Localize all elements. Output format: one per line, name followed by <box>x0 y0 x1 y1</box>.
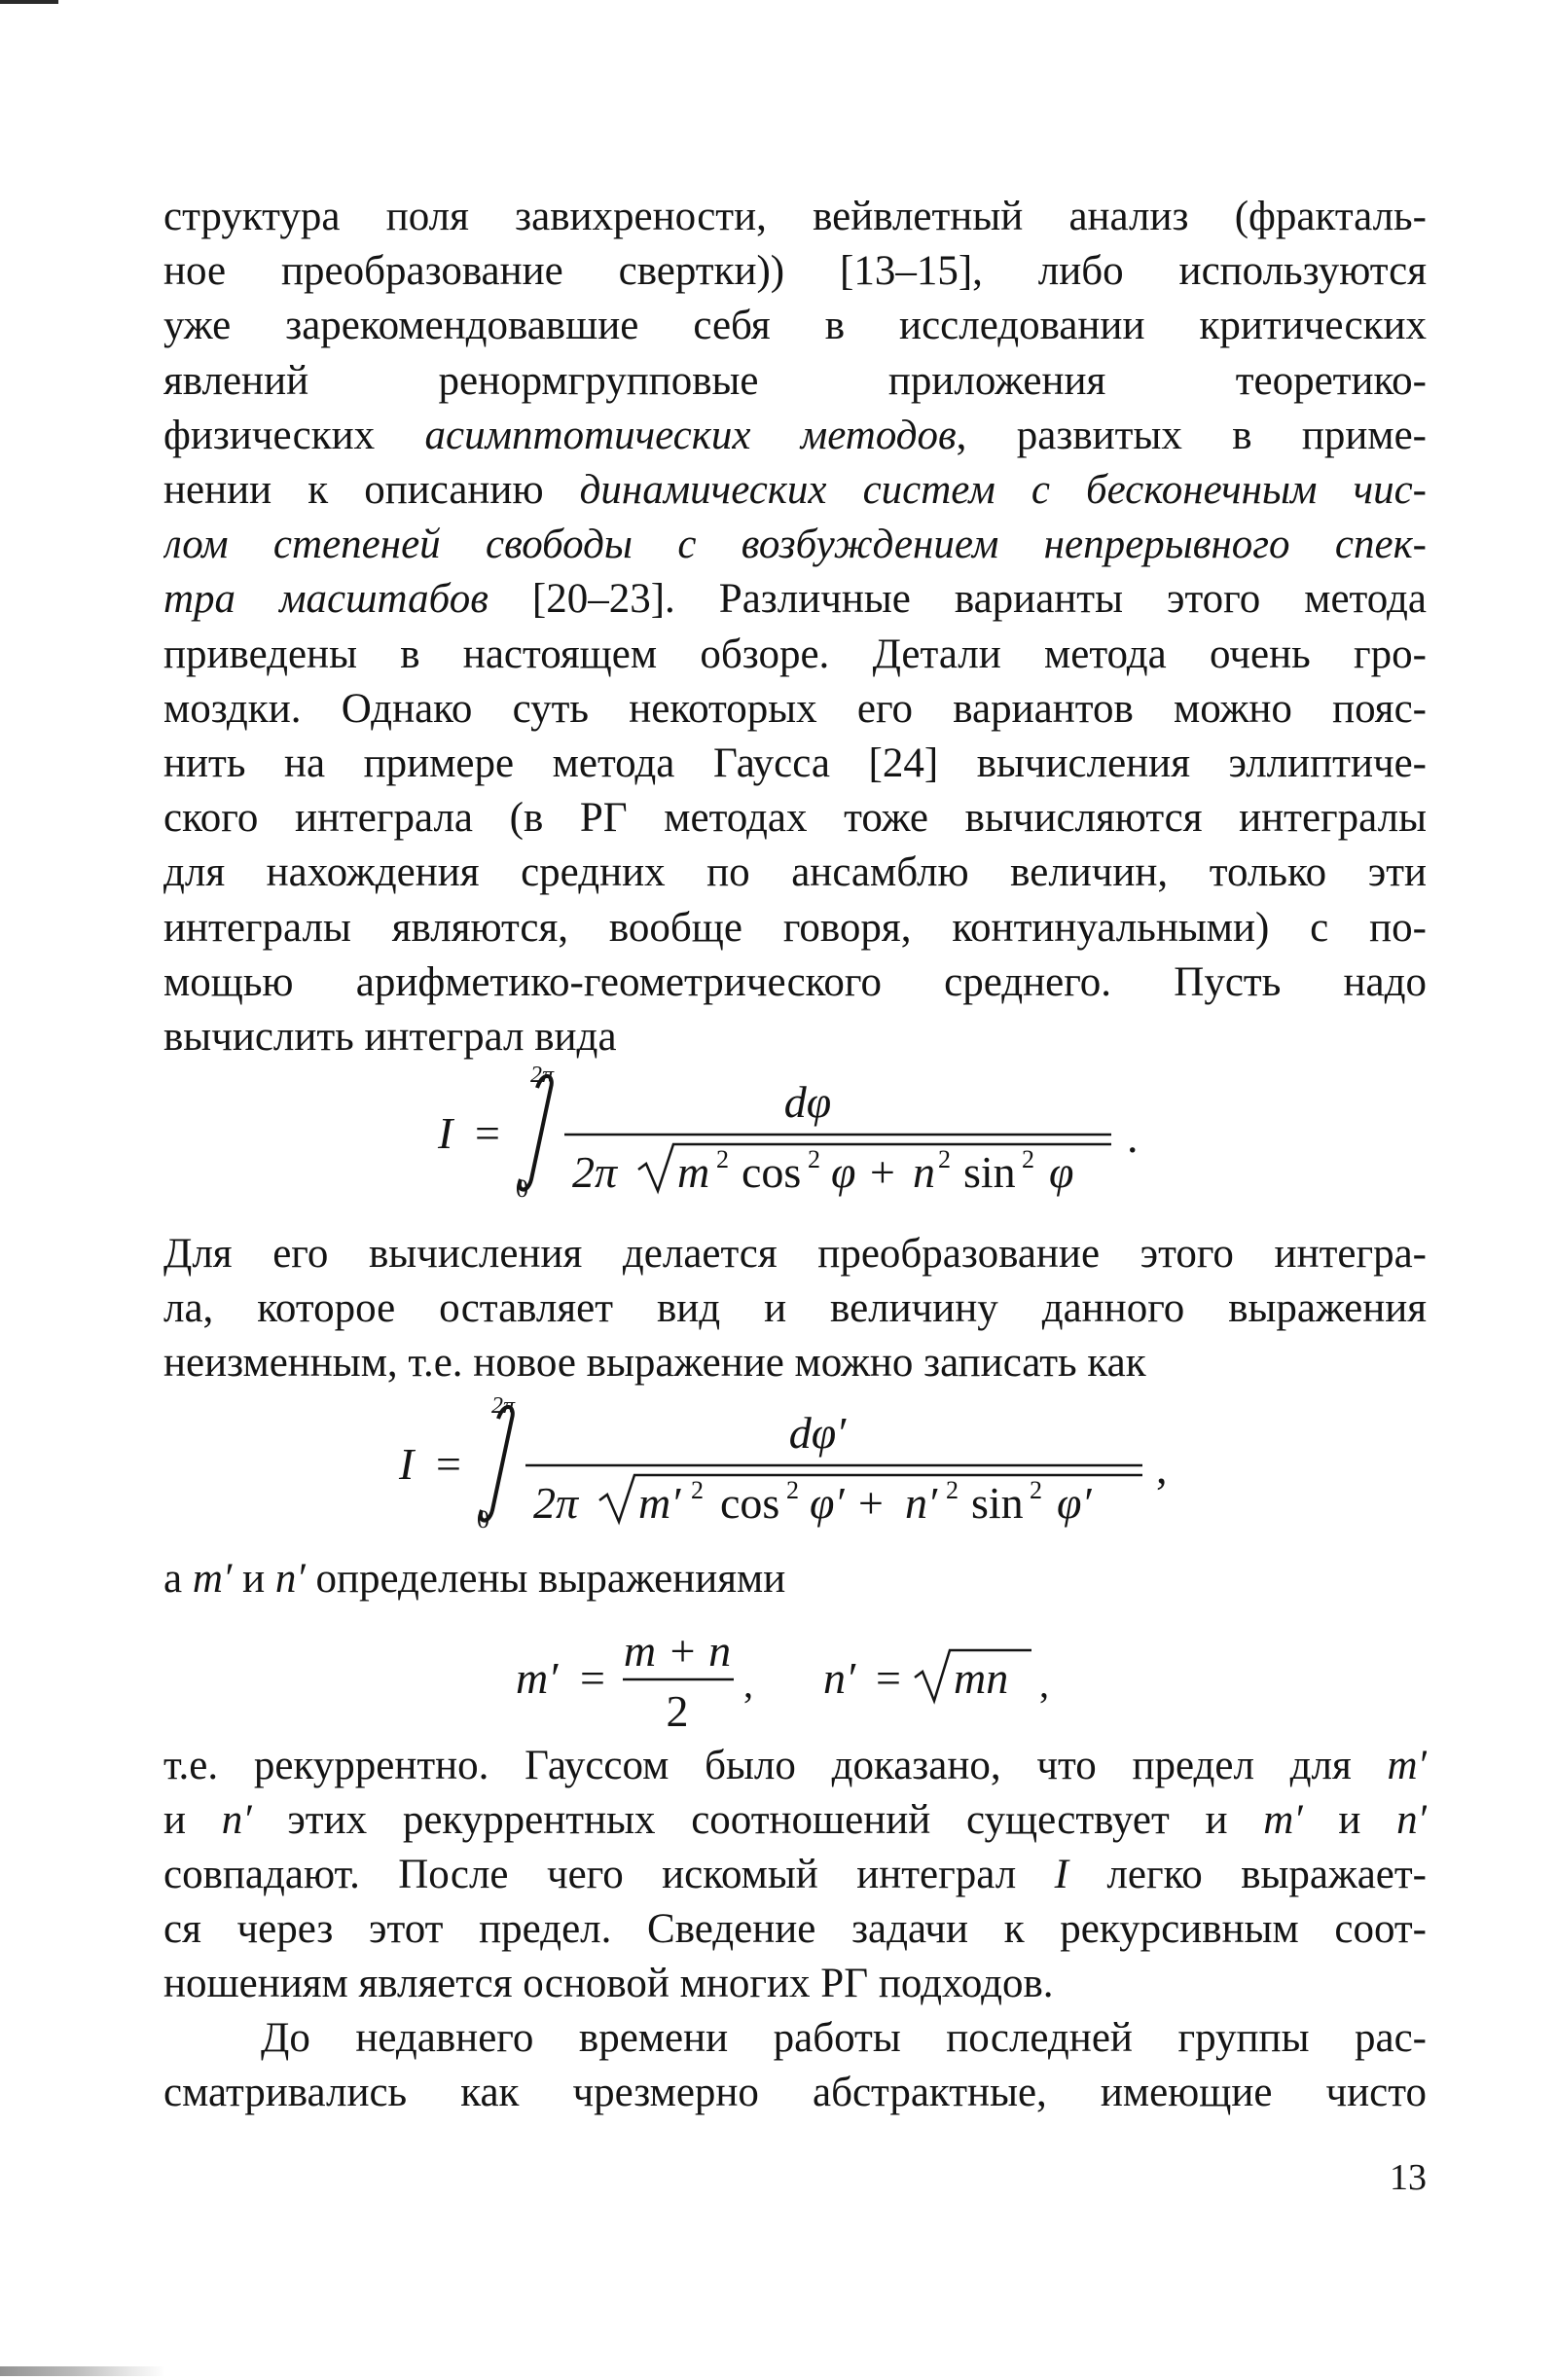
text-run: Для его вычисления делается преобразование этого интегра- <box>163 1231 1427 1277</box>
text-n-prime: n′ <box>274 1556 306 1602</box>
transform-line <box>163 1228 1427 1282</box>
text-run: для нахождения средних по ансамблю величин, только эти <box>163 849 1427 896</box>
formula-integral-2 <box>389 1391 1207 1542</box>
conclusion-line <box>163 1740 1427 1794</box>
f1-upper-limit: 2π <box>530 1063 555 1088</box>
f1-integral-sign <box>520 1076 552 1190</box>
text-run: сматривались как чрезмерно абстрактные, имеющие чисто <box>163 2070 1427 2115</box>
f3-comma-2: , <box>1039 1662 1049 1706</box>
text-run: ского интеграла (в РГ методах тоже вычисляются интегралы <box>163 795 1427 842</box>
f1-den-exp1: 2 <box>716 1145 729 1173</box>
formula-recurrence <box>506 1615 1109 1747</box>
intro-line <box>163 738 1427 792</box>
conclusion-line <box>163 1794 1427 1849</box>
f2-den-exp4: 2 <box>1030 1476 1042 1504</box>
conclusion-line <box>163 1958 1427 2012</box>
text-run: т.е. рекуррентно. Гауссом было доказано, что предел для <box>163 1743 1388 1788</box>
f1-numerator: dφ <box>783 1077 832 1127</box>
text-run: [20–23]. Различные варианты этого метода <box>488 576 1427 623</box>
text-run: тра масштабов <box>163 576 489 623</box>
text-run: m′ <box>1387 1743 1427 1788</box>
transform-line <box>163 1282 1427 1337</box>
scan-edge-mark-bottom <box>0 2366 165 2376</box>
formula-1-svg <box>428 1061 1168 1207</box>
formula-3-svg <box>506 1615 1109 1742</box>
scan-edge-mark <box>0 0 58 4</box>
f3-root-content: mn <box>954 1653 1009 1703</box>
conclusion-line <box>163 1903 1427 1958</box>
conclusion-line <box>163 2067 1427 2121</box>
f2-den-2pi: 2π <box>533 1478 579 1528</box>
text-run: n′ <box>221 1797 252 1843</box>
text-defined-rest: определены выражениями <box>305 1556 786 1602</box>
intro-line <box>163 464 1427 519</box>
text-run: асимптотических методов <box>424 412 957 458</box>
text-run: ное преобразование свертки)) [13–15], либо используются <box>163 248 1427 295</box>
f2-den-m: m′ <box>638 1478 681 1528</box>
text-run: физических <box>163 412 425 458</box>
f1-den-m: m <box>677 1147 710 1197</box>
text-run: До недавнего времени работы последней группы рас- <box>261 2015 1427 2061</box>
f2-den-cos: cos <box>720 1478 780 1528</box>
f3-denominator: 2 <box>666 1686 689 1736</box>
f2-equals: = <box>436 1439 461 1489</box>
f3-numerator: m + n <box>623 1626 732 1676</box>
f2-lhs: I <box>399 1439 415 1489</box>
f2-trailing-comma: , <box>1156 1443 1168 1493</box>
intro-line <box>163 300 1427 354</box>
f1-den-exp4: 2 <box>1022 1145 1034 1173</box>
f1-den-n: n <box>913 1147 935 1197</box>
f2-lower-limit: 0 <box>477 1505 489 1533</box>
conclusion-line <box>163 1849 1427 1903</box>
formula-2-svg <box>389 1391 1207 1537</box>
f2-integral-sign <box>481 1407 513 1521</box>
transform-line <box>163 1337 1427 1391</box>
text-run: этих рекуррентных соотношений существует и <box>251 1797 1264 1843</box>
intro-line <box>163 847 1427 901</box>
text-run: I <box>1054 1852 1068 1897</box>
text-run: структура поля завихрености, вейвлетный анализ (фракталь- <box>163 194 1427 239</box>
text-run: динамических систем с бесконечным чис- <box>579 467 1427 513</box>
intro-line <box>163 683 1427 738</box>
intro-line <box>163 245 1427 300</box>
text-run: лом степеней свободы с возбуждением непрерывного спек- <box>163 522 1427 568</box>
text-run: явлений ренормгрупповые приложения теоретико- <box>163 357 1427 404</box>
f3-comma-1: , <box>743 1662 753 1706</box>
f1-lower-limit: 0 <box>516 1174 528 1203</box>
f1-trailing-dot: . <box>1127 1112 1139 1162</box>
intro-line <box>163 410 1427 464</box>
text-run: нить на примере метода Гаусса [24] вычисления эллиптиче- <box>163 740 1427 786</box>
f3-equals-1: = <box>580 1653 605 1703</box>
text-run: неизменным, т.е. новое выражение можно записать как <box>163 1340 1146 1386</box>
f2-den-exp2: 2 <box>786 1476 799 1504</box>
intro-line <box>163 629 1427 683</box>
f3-m-prime: m′ <box>516 1653 559 1703</box>
f3-n-prime: n′ <box>823 1653 856 1703</box>
intro-line <box>163 573 1427 628</box>
f1-lhs: I <box>438 1108 453 1158</box>
f2-upper-limit: 2π <box>491 1393 516 1419</box>
text-run: n′ <box>1396 1797 1427 1843</box>
intro-line <box>163 519 1427 573</box>
text-run: и <box>163 1797 222 1843</box>
f1-den-exp2: 2 <box>808 1145 820 1173</box>
f1-den-2pi: 2π <box>572 1147 618 1197</box>
f2-den-phi1: φ′ + <box>810 1478 887 1528</box>
conclusion-line <box>261 2012 1427 2067</box>
text-m-prime: m′ <box>192 1556 233 1602</box>
f2-den-sin: sin <box>971 1478 1024 1528</box>
f1-den-cos: cos <box>742 1147 802 1197</box>
page-number: 13 <box>1390 2157 1427 2198</box>
intro-line <box>163 191 1427 245</box>
f1-den-exp3: 2 <box>938 1145 951 1173</box>
f2-den-n: n′ <box>905 1478 938 1528</box>
text-run: нении к описанию <box>163 467 580 513</box>
formula-integral-1 <box>428 1061 1168 1211</box>
text-run: мощью арифметико-геометрического среднего. Пусть надо <box>163 958 1427 1005</box>
text-run: вычислить интеграл вида <box>163 1014 617 1060</box>
f2-den-exp3: 2 <box>946 1476 959 1504</box>
intro-line <box>163 1011 1427 1065</box>
text-and: и <box>232 1556 275 1602</box>
intro-line <box>163 902 1427 956</box>
f3-equals-2: = <box>876 1653 901 1703</box>
text-run: уже зарекомендовавшие себя в исследовании критических <box>163 303 1427 349</box>
f2-numerator: dφ′ <box>788 1408 847 1458</box>
text-run: ла, которое оставляет вид и величину данного выражения <box>163 1285 1427 1331</box>
text-run: , развитых в приме- <box>956 412 1427 458</box>
intro-line <box>163 355 1427 410</box>
f2-den-phi2: φ′ <box>1057 1478 1092 1528</box>
f1-equals: = <box>475 1108 500 1158</box>
intro-line <box>163 956 1427 1011</box>
text-run: и <box>1302 1797 1397 1843</box>
line-defined-by <box>163 1553 1427 1607</box>
text-run: легко выражает- <box>1067 1852 1427 1897</box>
f1-den-phi2: φ <box>1049 1147 1074 1197</box>
text-run: приведены в настоящем обзоре. Детали метода очень гро- <box>163 631 1427 677</box>
intro-line <box>163 792 1427 847</box>
f1-den-sin: sin <box>963 1147 1016 1197</box>
f2-den-exp1: 2 <box>691 1476 704 1504</box>
text-a: а <box>163 1556 193 1602</box>
text-run: ношениям является основой многих РГ подходов. <box>163 1961 1054 2006</box>
text-run: совпадают. После чего искомый интеграл <box>163 1852 1055 1897</box>
text-run: интегралы являются, вообще говоря, континуальными) с по- <box>163 904 1427 951</box>
text-run: моздки. Однако суть некоторых его вариантов можно пояс- <box>163 685 1427 732</box>
f1-den-phi1: φ + <box>831 1147 897 1197</box>
text-run: ся через этот предел. Сведение задачи к рекурсивным соот- <box>163 1906 1427 1952</box>
text-run: m′ <box>1263 1797 1303 1843</box>
